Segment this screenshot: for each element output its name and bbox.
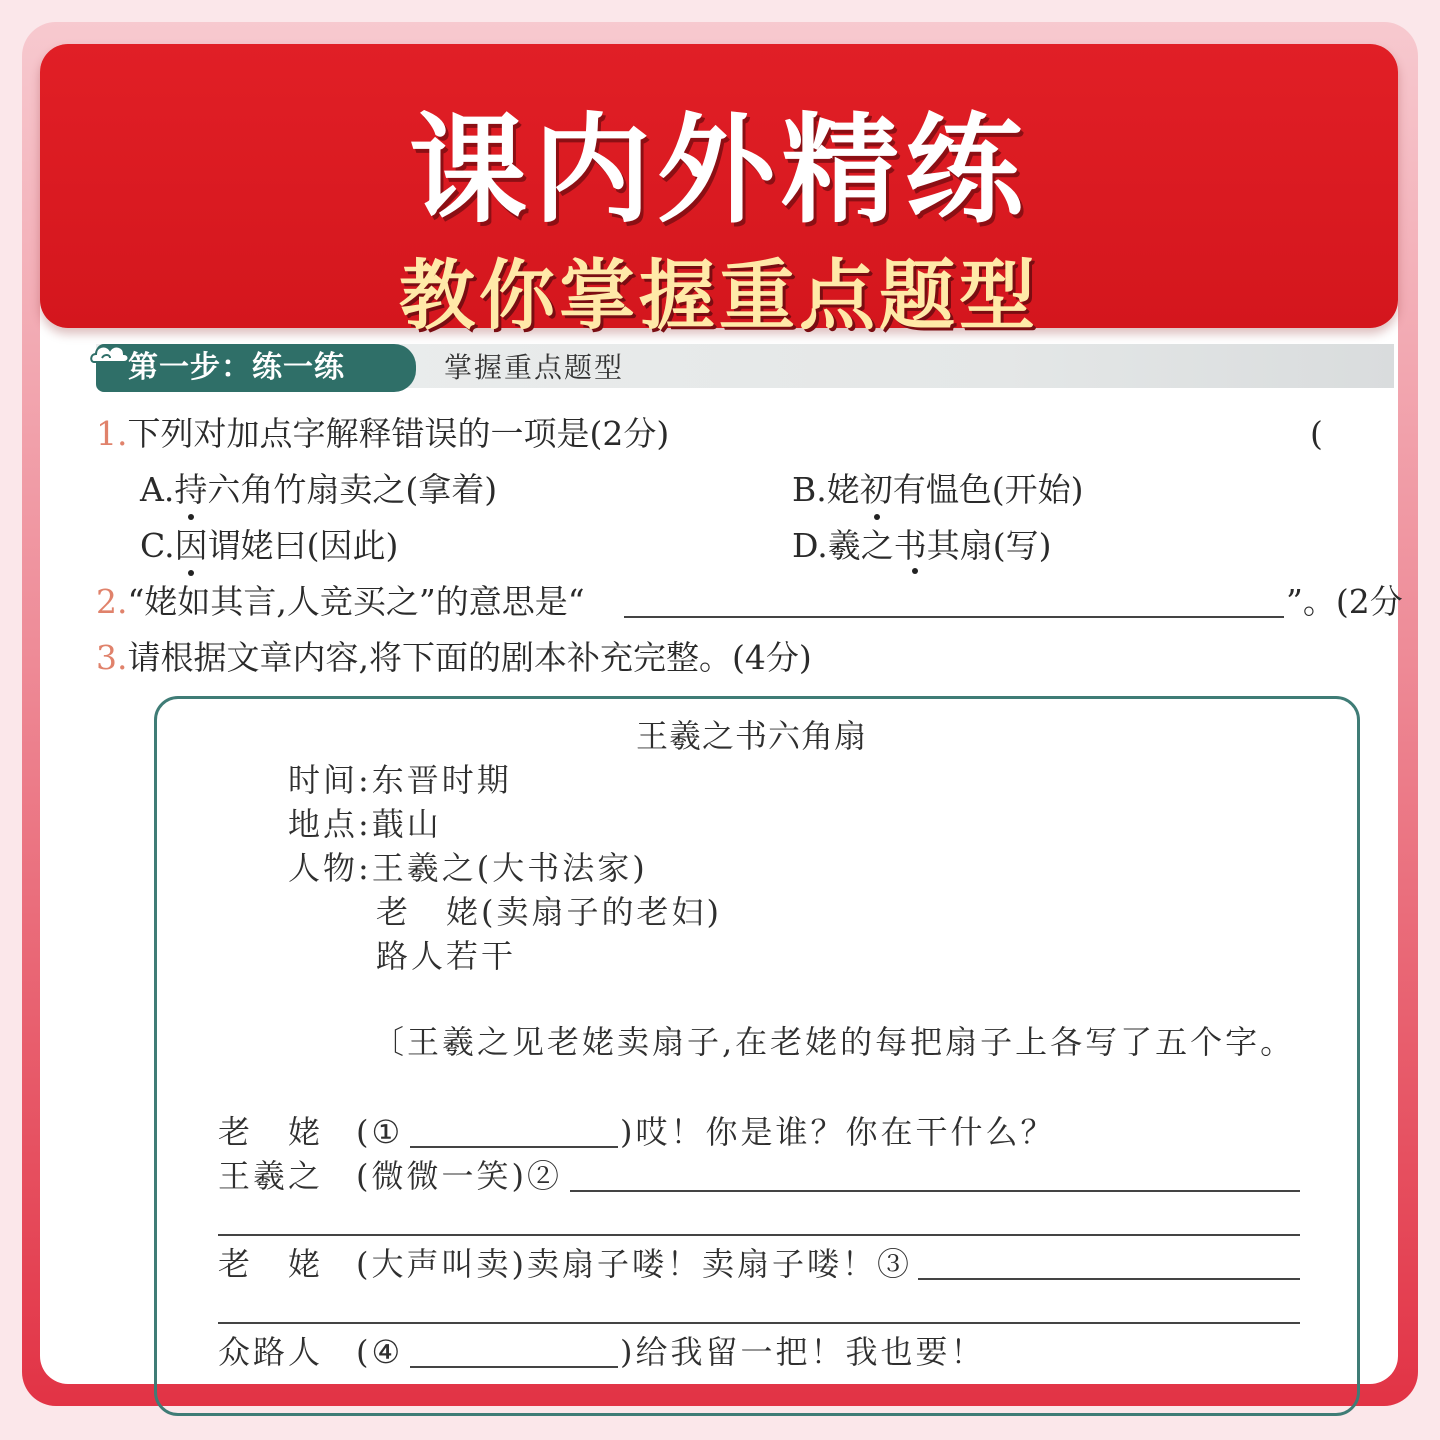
script-place: 地点:蕺山 <box>288 805 442 843</box>
question-number: 1. <box>96 414 128 453</box>
dialogue-prefix: (大声叫卖)卖扇子喽！卖扇子喽！③ <box>356 1245 912 1283</box>
emphasis-dot <box>188 570 194 576</box>
speaker-name: 老 姥 <box>218 1113 324 1151</box>
speaker-name: 王羲之 <box>218 1157 324 1195</box>
dialogue-prefix: (① <box>356 1113 404 1151</box>
promo-banner <box>40 44 1398 340</box>
script-people-2: 老 姥(卖扇子的老妇) <box>376 893 722 931</box>
question-2-tail: ”。(2分 <box>1286 582 1403 621</box>
dialogue-suffix: )给我留一把！我也要！ <box>620 1333 986 1371</box>
answer-blank-3[interactable] <box>918 1278 1300 1280</box>
answer-blank-4[interactable] <box>410 1366 618 1368</box>
banner-title: 课内外精练 <box>408 101 1029 239</box>
script-people: 人物:王羲之(大书法家) <box>288 849 648 887</box>
banner-subtitle: 教你掌握重点题型 <box>399 251 1039 340</box>
emphasis-dot <box>188 514 194 520</box>
step-caption: 掌握重点题型 <box>444 351 625 384</box>
speaker-name: 众路人 <box>218 1333 324 1371</box>
script-people-3: 路人若干 <box>376 937 517 975</box>
question-1 <box>96 412 669 456</box>
option-b: B.姥初有愠色(开始) <box>792 470 1084 509</box>
answer-blank-2[interactable] <box>570 1190 1300 1192</box>
option-d: D.羲之书其扇(写) <box>792 526 1052 565</box>
answer-blank-3-continued[interactable] <box>218 1322 1300 1324</box>
answer-blank-1[interactable] <box>410 1146 618 1148</box>
question-3 <box>96 636 812 680</box>
question-number: 3. <box>96 638 128 677</box>
question-text: 请根据文章内容,将下面的剧本补充完整。(4分) <box>127 638 812 677</box>
option-a: A.持六角竹扇卖之(拿着) <box>140 470 498 509</box>
question-2 <box>96 580 585 624</box>
answer-blank-2-continued[interactable] <box>218 1234 1300 1236</box>
step-tag: 第一步：练一练 <box>96 344 416 392</box>
answer-blank[interactable] <box>624 616 1284 618</box>
script-time: 时间:东晋时期 <box>288 761 512 799</box>
question-text: “姥如其言,人竞买之”的意思是“ <box>127 582 585 621</box>
script-title: 王羲之书六角扇 <box>636 717 868 755</box>
emphasis-dot <box>912 568 918 574</box>
question-text: 下列对加点字解释错误的一项是(2分) <box>127 414 670 453</box>
speaker-name: 老 姥 <box>218 1245 324 1283</box>
stage-direction: 〔王羲之见老姥卖扇子,在老姥的每把扇子上各写了五个字。 <box>372 1023 1296 1061</box>
cloud-ornament-icon <box>88 340 132 368</box>
option-c: C.因谓姥曰(因此) <box>140 526 399 565</box>
answer-bracket: ( <box>1310 414 1323 453</box>
dialogue-prefix: (④ <box>356 1333 404 1371</box>
question-number: 2. <box>96 582 128 621</box>
dialogue-suffix: )哎！你是谁？你在干什么？ <box>620 1113 1056 1151</box>
emphasis-dot <box>874 514 880 520</box>
dialogue-prefix: (微微一笑)② <box>356 1157 562 1195</box>
